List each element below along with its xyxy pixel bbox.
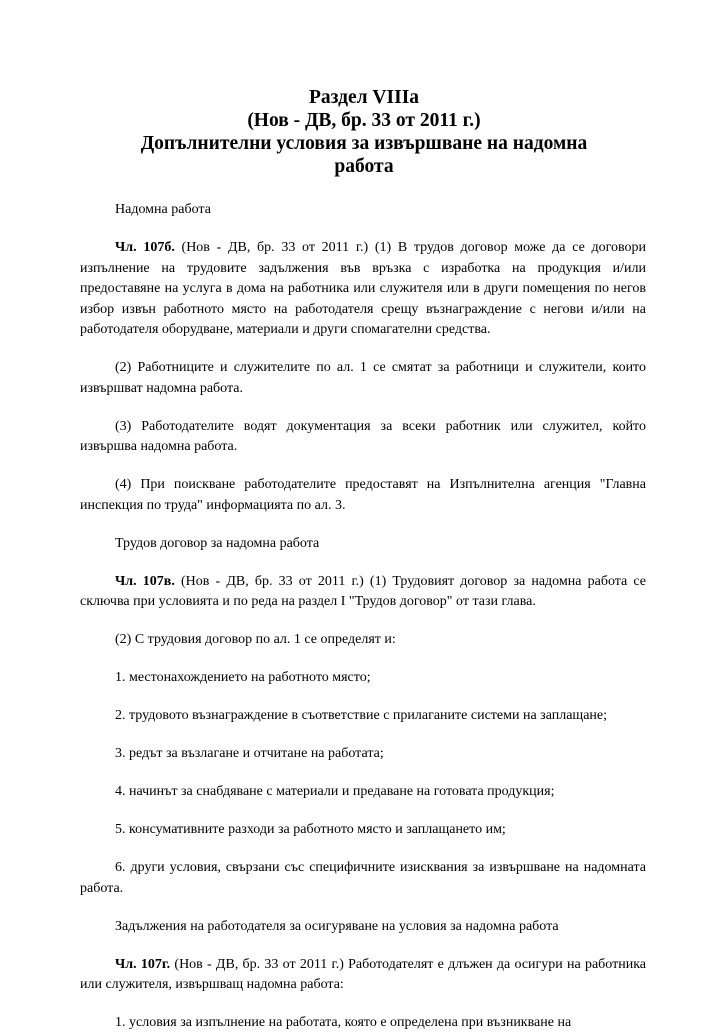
subheading-text: Задължения на работодателя за осигуряване на условия за надомна работа [115,918,559,934]
section-heading [80,86,648,178]
document-body [80,200,646,1034]
list-item [80,782,646,803]
article-text: (Нов - ДВ, бр. 33 от 2011 г.) (1) В трудов договор може да се договори изпълнение на трудовите задължения във връзка с изработка на продукция и/или предоставяне на услуга в дома на работника или служителя или в други помещения по негов избор извън работното място на работодателя срещу възнаграждение с негови и/или на работодателя оборудване, материали и други спомагателни средства. [80,240,647,337]
list-item-text: 4. начинът за снабдяване с материали и предаване на готовата продукция; [115,784,555,799]
list-item-text: 1. местонахождението на работното място; [115,670,371,685]
section-amendment: (Нов - ДВ, бр. 33 от 2011 г.) [247,110,481,131]
paragraph [80,630,646,651]
list-item-text: 3. редът за възлагане и отчитане на работата; [115,746,384,761]
list-item-text: 2. трудовото възнаграждение в съответствие с прилаганите системи на заплащане; [115,708,608,723]
subheading-text: Надомна работа [115,202,211,217]
list-item [80,744,646,765]
list-item-text: 5. консумативните разходи за работното място и заплащането им; [115,822,506,837]
paragraph-text: (2) Работниците и служителите по ал. 1 се смятат за работници и служители, които извършват надомна работа. [80,360,646,396]
subheading-text: Трудов договор за надомна работа [115,535,320,551]
paragraph [80,475,646,516]
paragraph [80,358,646,399]
paragraph [80,417,646,458]
subheading [80,200,646,221]
list-item [80,668,646,689]
article-paragraph [80,238,646,341]
list-item-text: 6. други условия, свързани със специфичните изисквания за извършване на надомната работа. [80,860,646,896]
article-paragraph [80,955,646,996]
list-item-text: 1. условия за изпълнение на работата, която е определена при възникване на [115,1015,572,1030]
paragraph-text: (3) Работодателите водят документация за всеки работник или служител, който извършва надомна работа. [80,418,646,454]
list-item [80,858,646,899]
subheading [80,534,646,555]
article-number: Чл. 107в. [115,573,175,589]
article-paragraph [80,572,646,613]
article-text: (Нов - ДВ, бр. 33 от 2011 г.) Работодателят е длъжен да осигури на работника или служителя, извършващ надомна работа: [80,956,647,992]
paragraph-text: (2) С трудовия договор по ал. 1 се определят и: [115,632,396,647]
article-number: Чл. 107г. [115,956,171,972]
section-title-line-2: работа [334,156,394,177]
list-item [80,820,646,841]
section-title-line-1: Допълнителни условия за извършване на надомна [140,133,588,154]
paragraph-text: (4) При поискване работодателите предоставят на Изпълнителна агенция "Главна инспекция по труда" информацията по ал. 3. [80,477,646,513]
list-item [80,1013,646,1034]
article-text: (Нов - ДВ, бр. 33 от 2011 г.) (1) Трудовият договор за надомна работа се сключва при условията и по реда на раздел I "Трудов договор" от тази глава. [80,573,647,609]
section-number: Раздел VIIIа [308,87,420,108]
subheading [80,917,646,938]
article-number: Чл. 107б. [115,240,175,255]
list-item [80,706,646,727]
